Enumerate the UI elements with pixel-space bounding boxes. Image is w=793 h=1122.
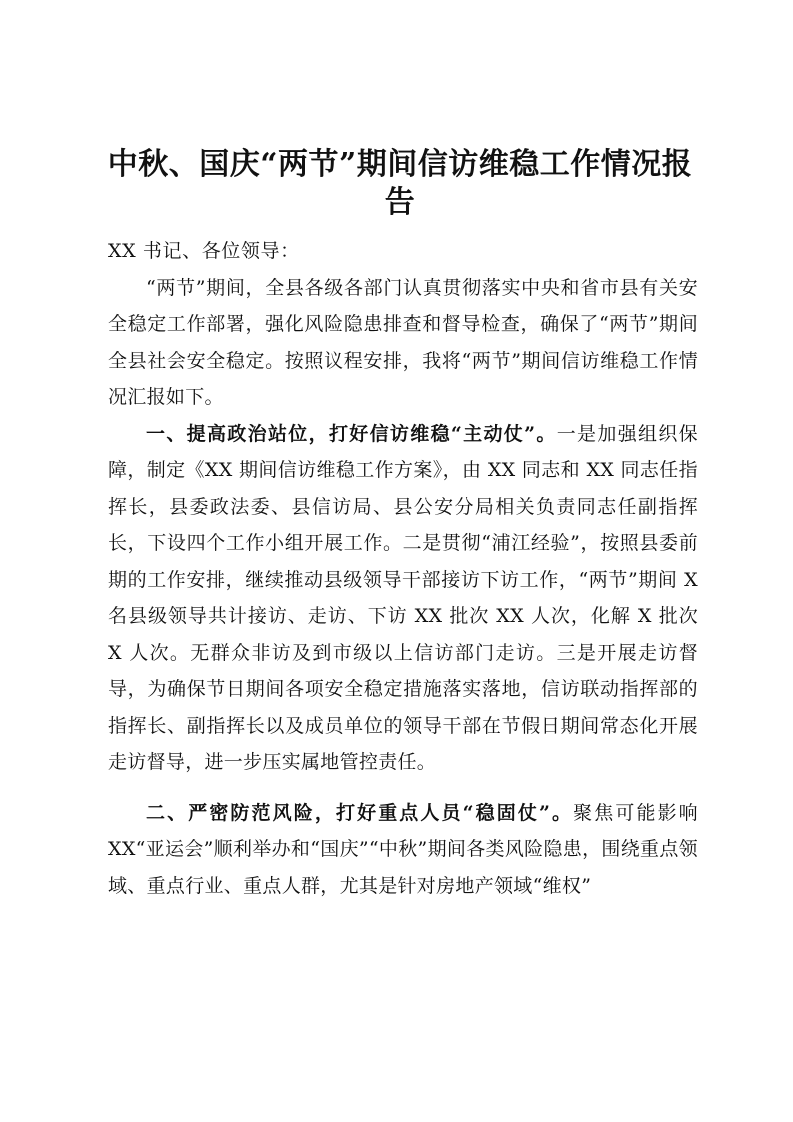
document-body [108,233,698,904]
section-1-heading: 一、提高政治站位，打好信访维稳“主动仗”。 [146,422,557,445]
intro-paragraph: “两节”期间，全县各级各部门认真贯彻落实中央和省市县有关安全稳定工作部署，强化风险隐患排查和督导检查，确保了“两节”期间全县社会安全稳定。按照议程安排，我将“两节”期间信访维稳工作情况汇报如下。 [108,276,698,408]
salutation: XX 书记、各位领导： [108,240,300,262]
section-2-heading: 二、严密防范风险，打好重点人员“稳固仗”。 [146,801,574,824]
section-2-paragraph [108,795,698,905]
document-title: 中秋、国庆“两节”期间信访维稳工作情况报告 [107,147,693,220]
section-2-body: 聚焦可能影响 XX“亚运会”顺利举办和“国庆”“中秋”期间各类风险隐患，围绕重点领域、重点行业、重点人群，尤其是针对房地产领域“维权” [108,801,698,897]
section-1-paragraph [108,416,698,781]
section-1-body: 一是加强组织保障，制定《XX 期间信访维稳工作方案》，由 XX 同志和 XX 同志任指挥长，县委政法委、县信访局、县公安分局相关负责同志任副指挥长，下设四个工作小组开展工作。二是贯彻“浦江经验”，按照县委前期的工作安排，继续推动县级领导干部接访下访工作，“两节”期间 X 名县级领导共计接访、走访、下访 XX 批次 XX 人次，化解 X 批次 X 人次。无群众非访及到市级以上信访部门走访。三是开展走访督导，为确保节日期间各项安全稳定措施落实落地，信访联动指挥部的指挥长、副指挥长以及成员单位的领导干部在节假日期间常态化开展走访督导，进一步压实属地管控责任。 [108,422,698,773]
